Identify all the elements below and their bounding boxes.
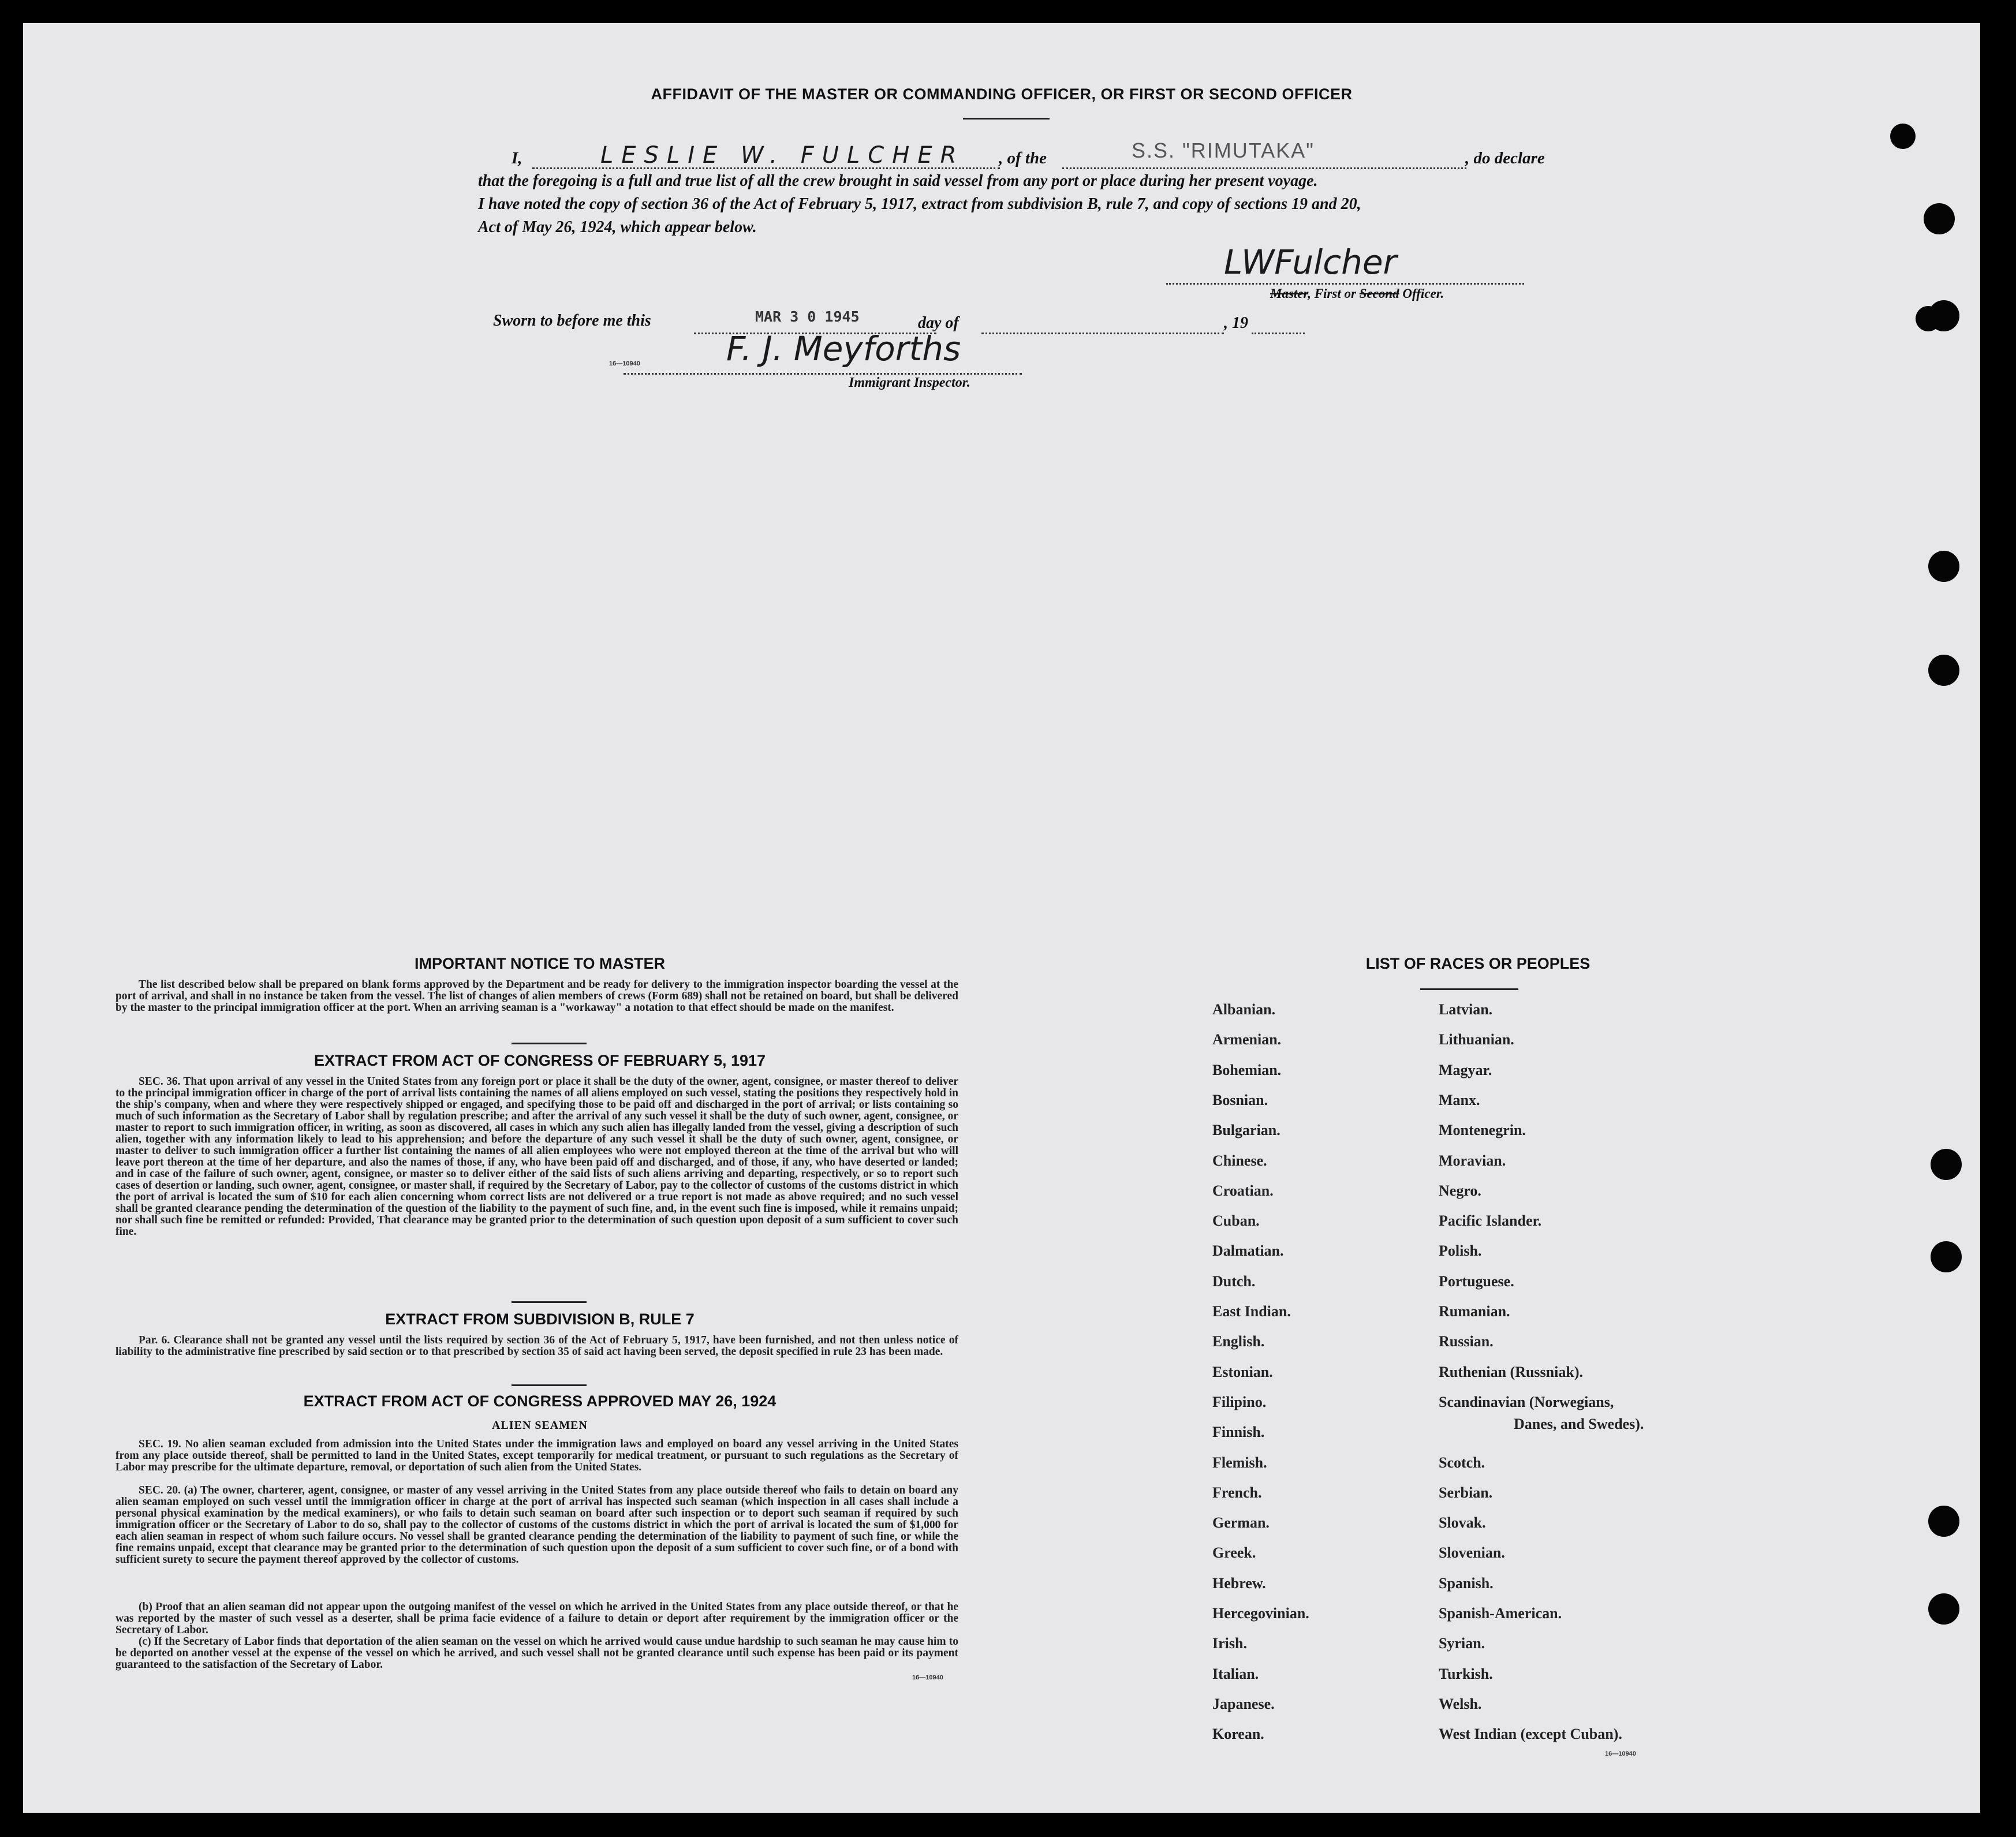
inspector-signature: F. J. Meyforths <box>726 329 961 368</box>
race-item: Chinese. <box>1212 1152 1267 1169</box>
of-the-label: , of the <box>999 149 1047 167</box>
race-item: Magyar. <box>1439 1061 1492 1078</box>
notice-title: IMPORTANT NOTICE TO MASTER <box>415 955 665 972</box>
race-item: Polish. <box>1439 1242 1482 1260</box>
title-divider <box>963 118 1050 120</box>
extract2-text: Par. 6. Clearance shall not be granted any vessel until the lists required by section 36 of the Act of February 5, 1917, have been furnished, and not then unless notice of liability to the administrative fine prescribed by said section or to that prescribed by section 35 of said act having been served, the deposit specified in rule 23 has been made. <box>115 1334 958 1358</box>
race-item: Greek. <box>1212 1544 1256 1562</box>
affidavit-form-number: 16—10940 <box>609 360 640 367</box>
races-form-number: 16—10940 <box>1605 1750 1636 1757</box>
extract1-text: SEC. 36. That upon arrival of any vessel in the United States from any foreign port or place it shall be the duty of the owner, agent, consignee, or master thereof to deliver to the principal immigration officer in charge of the port of arrival lists containing the names of all aliens employed on such vessel, stating the positions they respectively hold in the ship's company, when and where they were respectively shipped or engaged, and specifying those to be paid off and discharged in the port of arrival; or lists containing so much of such information as the Secretary of Labor shall by regulation prescribe; and after the arrival of any such vessel it shall be the duty of such owner, agent, consignee, or master to report to such immigration officer, in writing, as soon as discovered, all cases in which any such alien has illegally landed from the vessel, giving a description of such alien, together with any information likely to lead to his apprehension; and before the departure of any such vessel it shall be the duty of such owner, agent, consignee, or master to deliver to such immigration officer a further list containing the names of all alien employees who were not employed thereon at the time of the arrival but who will leave port thereon at the time of her departure, and also the names of those, if any, who have been paid off and discharged, and of those, if any, who have deserted or landed; and in case of the failure of such owner, agent, consignee, or master so to deliver either of the said lists of such aliens arriving and departing, respectively, or so to report such cases of desertion or landing, such owner, agent, consignee, or master shall, if required by the Secretary of Labor, pay to the collector of customs of the customs district in which the port of arrival is located the sum of $10 for each alien concerning whom correct lists are not delivered or a true report is not made as above required; and no such vessel shall be granted clearance pending the determination of the question of the liability to the payment of such fine, and, in the event such fine is imposed, while it remains unpaid; nor shall such fine be remitted or refunded: Provided, That clearance may be granted prior to the determination of such question upon deposit of a sum sufficient to cover such fine. <box>115 1076 958 1238</box>
race-item: Portuguese. <box>1439 1272 1514 1290</box>
race-item: Montenegrin. <box>1439 1122 1526 1139</box>
sworn-label: Sworn to before me this <box>493 312 651 330</box>
day-of-label: day of <box>918 314 959 332</box>
race-item: Slovenian. <box>1439 1544 1505 1562</box>
race-item: Syrian. <box>1439 1635 1485 1652</box>
race-item: Cuban. <box>1212 1212 1260 1230</box>
punch-hole <box>1928 300 1959 331</box>
race-item: Bulgarian. <box>1212 1122 1280 1139</box>
race-item: Flemish. <box>1212 1454 1267 1471</box>
signature-caption <box>1270 286 1444 301</box>
master-signature-line <box>1166 283 1524 285</box>
extract3-title: EXTRACT FROM ACT OF CONGRESS APPROVED MAY 26, 1924 <box>303 1392 776 1410</box>
do-declare-label: , do declare <box>1465 149 1545 167</box>
race-item: Finnish. <box>1212 1424 1265 1441</box>
race-item: Dutch. <box>1212 1272 1256 1290</box>
punch-hole <box>1928 1593 1959 1625</box>
officer-name: LESLIE W. FULCHER <box>600 142 965 169</box>
inspector-line <box>624 373 1022 375</box>
race-item: German. <box>1212 1514 1270 1532</box>
document-page <box>23 23 1980 1813</box>
master-signature: LWFulcher <box>1224 242 1397 282</box>
divider <box>512 1301 587 1303</box>
inspector-caption: Immigrant Inspector. <box>849 375 970 390</box>
caption-mid: , First or <box>1308 286 1360 301</box>
extract2-title: EXTRACT FROM SUBDIVISION B, RULE 7 <box>385 1310 695 1328</box>
race-item: Scotch. <box>1439 1454 1485 1471</box>
extract3-sec19: SEC. 19. No alien seaman excluded from admission into the United States under the immigration laws and employed on board any vessel arriving in the United States from any place outside thereof, shall be permitted to land in the United States, except temporarily for medical treatment, or pursuant to such regulations as the Secretary of Labor may prescribe for the ultimate departure, removal, or deportation of such alien from the United States. <box>115 1438 958 1473</box>
race-item: Latvian. <box>1439 1001 1493 1018</box>
race-item: Turkish. <box>1439 1665 1493 1682</box>
race-item: Filipino. <box>1212 1393 1267 1410</box>
punch-hole <box>1931 1149 1962 1180</box>
race-item: Manx. <box>1439 1091 1480 1108</box>
month-line <box>981 333 1224 334</box>
extract-form-number: 16—10940 <box>912 1674 943 1681</box>
race-item: Ruthenian (Russniak). <box>1439 1363 1583 1380</box>
race-item: Spanish. <box>1439 1574 1494 1592</box>
race-item: Japanese. <box>1212 1695 1275 1712</box>
divider <box>1420 988 1518 990</box>
i-label: I, <box>512 149 522 167</box>
race-item: Negro. <box>1439 1182 1481 1199</box>
race-item: Slovak. <box>1439 1514 1486 1532</box>
race-item: Russian. <box>1439 1333 1494 1350</box>
race-item: West Indian (except Cuban). <box>1439 1726 1622 1743</box>
race-item: Albanian. <box>1212 1001 1276 1018</box>
divider <box>512 1043 587 1044</box>
race-item: Scandinavian (Norwegians, <box>1439 1393 1614 1410</box>
race-item: English. <box>1212 1333 1265 1350</box>
affidavit-line-4: Act of May 26, 1924, which appear below. <box>478 218 757 236</box>
affidavit-line-3: I have noted the copy of section 36 of the Act of February 5, 1917, extract from subdivision B, rule 7, and copy of sections 19 and 20, <box>478 195 1361 213</box>
struck-second: Second <box>1359 286 1399 301</box>
race-item: Irish. <box>1212 1635 1247 1652</box>
extract3-sec20b: (b) Proof that an alien seaman did not appear upon the outgoing manifest of the vessel on which he arrived in the United States from any place outside thereof, or that he was reported by the master of such vessel as a deserter, shall be prima facie evidence of a failure to detain or deport after requirement by the immigration officer or the Secretary of Labor. <box>115 1601 958 1636</box>
race-item: Moravian. <box>1439 1152 1506 1169</box>
date-stamp: MAR 3 0 1945 <box>755 308 860 325</box>
extract3-subtitle: ALIEN SEAMEN <box>492 1419 588 1432</box>
affidavit-title: AFFIDAVIT OF THE MASTER OR COMMANDING OFFICER, OR FIRST OR SECOND OFFICER <box>651 85 1353 103</box>
year-line <box>1252 333 1305 334</box>
race-item: Estonian. <box>1212 1363 1273 1380</box>
race-item: Korean. <box>1212 1726 1264 1743</box>
affidavit-line-2: that the foregoing is a full and true list of all the crew brought in said vessel from any port or place during her present voyage. <box>478 172 1318 190</box>
race-item: Welsh. <box>1439 1695 1482 1712</box>
race-item: Rumanian. <box>1439 1303 1510 1320</box>
race-item: Croatian. <box>1212 1182 1274 1199</box>
punch-hole <box>1928 655 1959 686</box>
divider <box>512 1384 587 1386</box>
extract1-title: EXTRACT FROM ACT OF CONGRESS OF FEBRUARY 5, 1917 <box>313 1052 766 1069</box>
extract3-sec20a: SEC. 20. (a) The owner, charterer, agent, consignee, or master of any vessel arriving in the United States from any place outside thereof who fails to detain on board any alien seaman employed on such vessel until the immigration officer in charge at the port of arrival has inspected such seaman (which inspection in all cases shall include a personal physical examination by the medical examiners), or who fails to detain such seaman on board after such inspection or to deport such seaman if required by such immigration officer or the Secretary of Labor to do so, shall pay to the collector of customs of the customs district in which the port of arrival is located the sum of $1,000 for each alien seaman in respect of whom such failure occurs. No vessel shall be granted clearance pending the determination of the liability to payment of such fine, or while the fine remains unpaid, except that clearance may be granted prior to the determination of such question upon the deposit of a sum sufficient to cover such fine, or of a bond with sufficient surety to secure the payment thereof approved by the collector of customs. <box>115 1484 958 1566</box>
race-item: Lithuanian. <box>1439 1031 1514 1048</box>
race-item: Pacific Islander. <box>1439 1212 1542 1230</box>
extract3-sec20c: (c) If the Secretary of Labor finds that deportation of the alien seaman on the vessel on which he arrived would cause undue hardship to such seaman he may cause him to be deported on another vessel at the expense of the vessel on which he arrived, and such vessel shall not be granted clearance until such expense has been paid or its payment guaranteed to the satisfaction of the Secretary of Labor. <box>115 1636 958 1671</box>
punch-hole <box>1928 1506 1959 1537</box>
vessel-line <box>1062 167 1466 169</box>
race-item: Bohemian. <box>1212 1061 1282 1078</box>
race-item: French. <box>1212 1484 1262 1501</box>
race-item: Serbian. <box>1439 1484 1493 1501</box>
races-title: LIST OF RACES OR PEOPLES <box>1365 955 1591 972</box>
race-item: Spanish-American. <box>1439 1605 1562 1622</box>
race-item: Hercegovinian. <box>1212 1605 1309 1622</box>
race-item: Dalmatian. <box>1212 1242 1284 1260</box>
notice-text: The list described below shall be prepared on blank forms approved by the Department and be ready for delivery to the immigration inspector boarding the vessel at the port of arrival, and shall in no instance be taken from the vessel. The list of changes of alien members of crews (Form 689) shall not be retained on board, but shall be delivered by the master to the principal immigration officer at the port. When an arriving seaman is a "workaway" a notation to that effect should be made on the manifest. <box>115 979 958 1014</box>
race-item: Armenian. <box>1212 1031 1282 1048</box>
year-prefix: , 19 <box>1224 314 1248 332</box>
race-item: Hebrew. <box>1212 1574 1266 1592</box>
punch-hole <box>1924 203 1955 234</box>
vessel-name: S.S. "RIMUTAKA" <box>1132 139 1315 162</box>
race-item: Bosnian. <box>1212 1091 1268 1108</box>
caption-end: Officer. <box>1399 286 1444 301</box>
struck-master: Master <box>1270 286 1308 301</box>
race-item: Italian. <box>1212 1665 1259 1682</box>
race-item: East Indian. <box>1212 1303 1291 1320</box>
race-scandinavian-continued: Danes, and Swedes). <box>1514 1416 1644 1432</box>
punch-hole <box>1928 551 1959 582</box>
punch-hole <box>1931 1241 1962 1272</box>
punch-hole <box>1890 124 1916 149</box>
